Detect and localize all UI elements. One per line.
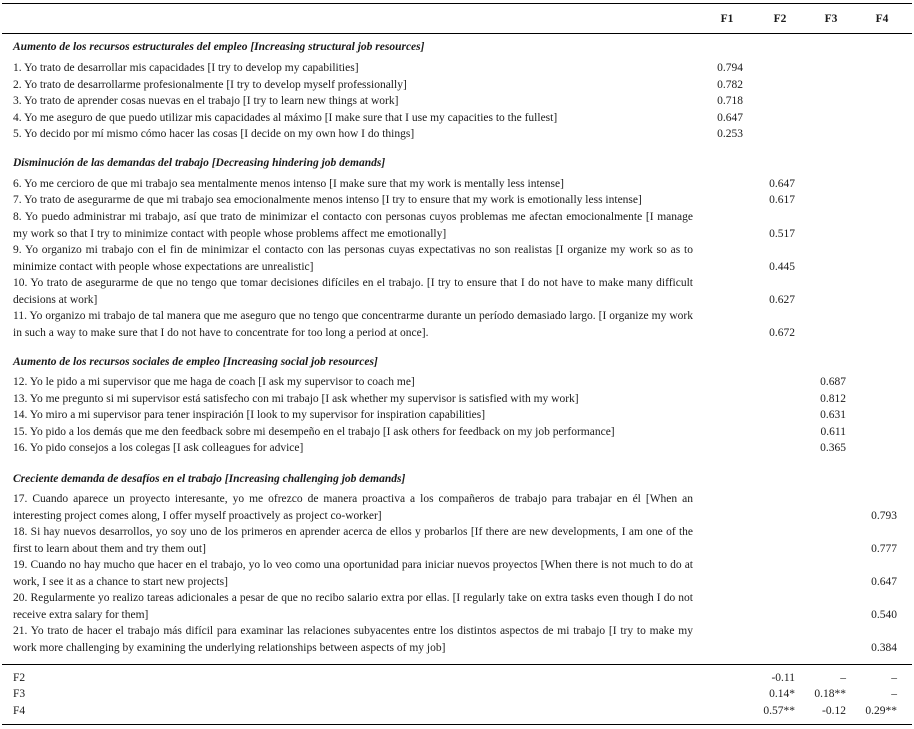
corr-row-label: F3: [13, 688, 26, 700]
item-7-text: 7. Yo trato de asegurarme de que mi trabajo sea emocionalmente menos intenso [I try to ensure that my work is emotionally less intense]: [13, 194, 642, 206]
section-title: Aumento de los recursos sociales de empleo [Increasing social job resources]: [13, 356, 378, 368]
item-6-loading: 0.647: [769, 178, 795, 190]
corr-f4-f2: 0.57**: [763, 705, 795, 717]
item-18-loading: 0.777: [871, 543, 897, 555]
item-18-text: 18. Si hay nuevos desarrollos, yo soy uno de los primeros en aprender acerca de ellos y probarlos [If there are new developments, I am one of the first to learn about them and try them out]: [13, 526, 693, 555]
corr-f4-f4: 0.29**: [865, 705, 897, 717]
item-7-loading: 0.617: [769, 194, 795, 206]
corr-row-label: F4: [13, 705, 26, 717]
item-10-loading: 0.627: [769, 294, 795, 306]
item-2-loading: 0.782: [717, 79, 743, 91]
item-4-text: 4. Yo me aseguro de que puedo utilizar mis capacidades al máximo [I make sure that I use my capacities to the fullest]: [13, 112, 558, 124]
corr-row-label: F2: [13, 672, 26, 684]
item-4-loading: 0.647: [717, 112, 743, 124]
item-14-loading: 0.631: [820, 409, 846, 421]
item-5-loading: 0.253: [717, 128, 743, 140]
item-3-loading: 0.718: [717, 95, 743, 107]
item-11-loading: 0.672: [769, 327, 795, 339]
item-1-text: 1. Yo trato de desarrollar mis capacidades [I try to develop my capabilities]: [13, 62, 359, 74]
item-2-text: 2. Yo trato de desarrollarme profesionalmente [I try to develop myself professionally]: [13, 79, 407, 91]
item-15-text: 15. Yo pido a los demás que me den feedback sobre mi desempeño en el trabajo [I ask others for feedback on my job performance]: [13, 426, 615, 438]
item-9-loading: 0.445: [769, 261, 795, 273]
item-3-text: 3. Yo trato de aprender cosas nuevas en el trabajo [I try to learn new things at work]: [13, 95, 399, 107]
item-8-loading: 0.517: [769, 228, 795, 240]
item-20-text: 20. Regularmente yo realizo tareas adicionales a pesar de que no recibo salario extra por ellas. [I regularly take on extra tasks even though I do not receive extra salary for them]: [13, 592, 693, 621]
corr-f3-f3: 0.18**: [814, 688, 846, 700]
corr-f2-f3: –: [840, 672, 846, 684]
section-title: Creciente demanda de desafíos en el trabajo [Increasing challenging job demands]: [13, 473, 406, 485]
item-1-loading: 0.794: [717, 62, 743, 74]
corr-f3-f2: 0.14*: [769, 688, 795, 700]
header-f2: F2: [773, 13, 787, 25]
item-19-loading: 0.647: [871, 576, 897, 588]
header-f4: F4: [875, 13, 889, 25]
table-top-rule: [2, 3, 912, 4]
item-16-text: 16. Yo pido consejos a los colegas [I ask colleagues for advice]: [13, 442, 304, 454]
item-11-text: 11. Yo organizo mi trabajo de tal manera que me aseguro que no tengo que concentrarme durante un período demasiado largo. [I organize my work in such a way to make sure that I do not have to concentrate for too long a period at once].: [13, 310, 693, 339]
corr-f4-f3: -0.12: [822, 705, 846, 717]
item-15-loading: 0.611: [820, 426, 846, 438]
section-title: Aumento de los recursos estructurales del empleo [Increasing structural job resources]: [13, 41, 425, 53]
corr-f3-f4: –: [891, 688, 897, 700]
item-5-text: 5. Yo decido por mí mismo cómo hacer las cosas [I decide on my own how I do things]: [13, 128, 415, 140]
item-13-loading: 0.812: [820, 393, 846, 405]
item-21-text: 21. Yo trato de hacer el trabajo más difícil para examinar las relaciones subyacentes entre los distintos aspectos de mi trabajo [I try to make my work more challenging by examining the underlying relationships between aspects of my job]: [13, 625, 693, 654]
item-20-loading: 0.540: [871, 609, 897, 621]
item-17-loading: 0.793: [871, 510, 897, 522]
item-16-loading: 0.365: [820, 442, 846, 454]
item-6-text: 6. Yo me cercioro de que mi trabajo sea mentalmente menos intenso [I make sure that my work is mentally less intense]: [13, 178, 564, 190]
corr-f2-f4: –: [891, 672, 897, 684]
item-21-loading: 0.384: [871, 642, 897, 654]
header-rule: [2, 33, 912, 34]
corr-f2-f2: -0.11: [771, 672, 795, 684]
item-12-text: 12. Yo le pido a mi supervisor que me haga de coach [I ask my supervisor to coach me]: [13, 376, 415, 388]
item-19-text: 19. Cuando no hay mucho que hacer en el trabajo, yo lo veo como una oportunidad para iniciar nuevos proyectos [When there is not much to do at work, I see it as a chance to start new projects]: [13, 559, 693, 588]
section-title: Disminución de las demandas del trabajo [Decreasing hindering job demands]: [13, 157, 386, 169]
header-f1: F1: [720, 13, 734, 25]
item-13-text: 13. Yo me pregunto si mi supervisor está satisfecho con mi trabajo [I ask whether my supervisor is satisfied with my work]: [13, 393, 579, 405]
item-10-text: 10. Yo trato de asegurarme de que no tengo que tomar decisiones difíciles en el trabajo. [I try to ensure that I do not have to make many difficult decisions at work]: [13, 277, 693, 306]
table-bottom-rule: [2, 724, 912, 725]
item-8-text: 8. Yo puedo administrar mi trabajo, así que trato de minimizar el contacto con personas cuyos problemas me afectan emocionalmente [I manage my work so that I try to minimize contact with people whose problems affect me emotionally]: [13, 211, 693, 240]
item-14-text: 14. Yo miro a mi supervisor para tener inspiración [I look to my supervisor for inspiration capabilities]: [13, 409, 486, 421]
correlation-rule: [2, 664, 912, 665]
header-f3: F3: [824, 13, 838, 25]
item-9-text: 9. Yo organizo mi trabajo con el fin de minimizar el contacto con las personas cuyas expectativas no son realistas [I organize my work so as to minimize contact with people whose expectations are unrealistic]: [13, 244, 693, 273]
item-17-text: 17. Cuando aparece un proyecto interesante, yo me ofrezco de manera proactiva a los compañeros de trabajo para trabajar en él [When an interesting project comes along, I offer myself proactively as project co-worker]: [13, 493, 693, 522]
item-12-loading: 0.687: [820, 376, 846, 388]
